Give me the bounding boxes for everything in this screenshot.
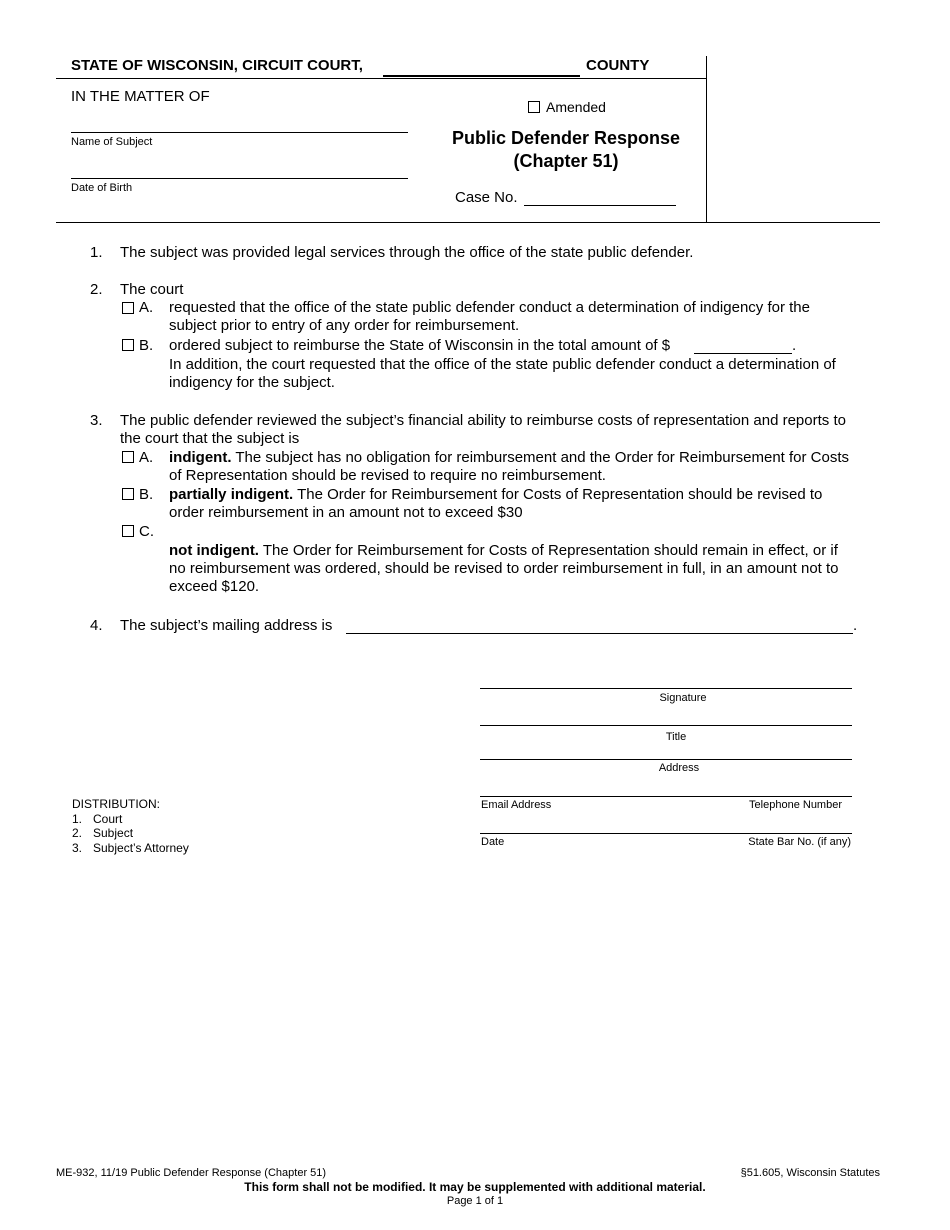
item-3-text bbox=[120, 412, 846, 448]
amended-checkbox[interactable] bbox=[528, 101, 540, 113]
form-title-line1: Public Defender Response bbox=[451, 128, 681, 148]
item-1-text: The subject was provided legal services through the office of the state public defender. bbox=[120, 244, 694, 261]
email-telephone-field[interactable] bbox=[480, 778, 852, 797]
item-3b-line1: The Order for Reimbursement for Costs of Representation should be revised to bbox=[293, 486, 823, 503]
item-3b-text bbox=[169, 486, 822, 522]
date-of-birth-field[interactable] bbox=[71, 161, 408, 179]
item-2b-line3: indigency for the subject. bbox=[169, 374, 335, 391]
address-field[interactable] bbox=[480, 741, 852, 760]
item-2-text: The court bbox=[120, 281, 184, 298]
signature-label: Signature bbox=[659, 692, 707, 704]
item-3-number: 3. bbox=[90, 412, 103, 429]
item-3c-line3: exceed $120. bbox=[169, 578, 260, 595]
item-3-line1: The public defender reviewed the subject’s financial ability to reimburse costs of representation and reports to bbox=[120, 412, 846, 429]
header-bottom-rule bbox=[56, 222, 880, 223]
telephone-number-label: Telephone Number bbox=[749, 799, 842, 811]
form-id: ME-932, 11/19 Public Defender Response (Chapter 51) bbox=[56, 1167, 327, 1179]
header-vertical-divider bbox=[706, 56, 707, 223]
item-2a-text bbox=[169, 299, 810, 335]
item-2b-checkbox[interactable] bbox=[122, 339, 134, 351]
item-2b-period: . bbox=[792, 337, 797, 354]
item-3-line2: the court that the subject is bbox=[120, 430, 300, 447]
item-2-number: 2. bbox=[90, 281, 103, 298]
date-of-birth-label: Date of Birth bbox=[71, 182, 133, 194]
item-3b-line2: order reimbursement in an amount not to exceed $30 bbox=[169, 504, 523, 521]
statute-reference: §51.605, Wisconsin Statutes bbox=[740, 1167, 880, 1179]
item-3c-bold: not indigent. bbox=[169, 542, 259, 559]
title-field[interactable] bbox=[480, 707, 852, 726]
title-label: Title bbox=[665, 731, 687, 743]
mailing-address-field[interactable] bbox=[346, 616, 853, 634]
item-3b-checkbox[interactable] bbox=[122, 488, 134, 500]
name-of-subject-label: Name of Subject bbox=[71, 136, 153, 148]
form-title-line2: (Chapter 51) bbox=[513, 151, 619, 171]
item-2b-line1: ordered subject to reimburse the State of Wisconsin in the total amount of $ bbox=[169, 337, 671, 354]
case-no-label: Case No. bbox=[455, 189, 518, 206]
item-2a-letter: A. bbox=[139, 299, 154, 316]
item-3a-checkbox[interactable] bbox=[122, 451, 134, 463]
county-label: COUNTY bbox=[586, 57, 650, 74]
case-no-field[interactable] bbox=[524, 188, 676, 206]
distribution-item: 1. Court bbox=[72, 811, 123, 826]
modification-notice: This form shall not be modified. It may be supplemented with additional material. bbox=[244, 1180, 706, 1194]
court-prefix: STATE OF WISCONSIN, CIRCUIT COURT, bbox=[71, 57, 363, 74]
item-4-text: The subject’s mailing address is bbox=[120, 617, 333, 634]
item-3a-line2: of Representation should be revised to require no reimbursement. bbox=[169, 467, 606, 484]
county-field[interactable] bbox=[383, 58, 580, 77]
item-3c-line2: no reimbursement was ordered, should be revised to order reimbursement in full, in an amount not to bbox=[169, 560, 839, 577]
signature-field[interactable] bbox=[480, 670, 852, 689]
item-3c-checkbox[interactable] bbox=[122, 525, 134, 537]
item-3a-text bbox=[169, 449, 849, 485]
item-2b-line2: In addition, the court requested that the office of the state public defender conduct a determination of bbox=[169, 356, 836, 373]
item-3c-letter: C. bbox=[139, 523, 154, 540]
item-2b-text-rest bbox=[169, 356, 836, 392]
item-2a-checkbox[interactable] bbox=[122, 302, 134, 314]
email-address-label: Email Address bbox=[481, 799, 552, 811]
item-3c-text bbox=[169, 542, 839, 596]
date-statebar-field[interactable] bbox=[480, 815, 852, 834]
matter-of-label: IN THE MATTER OF bbox=[71, 88, 210, 105]
reimburse-amount-field[interactable] bbox=[694, 337, 792, 354]
distribution-list bbox=[72, 797, 189, 855]
form-title bbox=[436, 127, 696, 173]
item-3a-line1: The subject has no obligation for reimbursement and the Order for Reimbursement for Costs bbox=[231, 449, 850, 466]
item-4-number: 4. bbox=[90, 617, 103, 634]
caption-rule bbox=[56, 78, 706, 79]
item-3b-bold: partially indigent. bbox=[169, 486, 294, 503]
item-1-number: 1. bbox=[90, 244, 103, 261]
item-2b-letter: B. bbox=[139, 337, 154, 354]
item-3b-letter: B. bbox=[139, 486, 154, 503]
item-3a-letter: A. bbox=[139, 449, 154, 466]
item-2a-line1: requested that the office of the state public defender conduct a determination of indigency for the bbox=[169, 299, 810, 316]
item-4-period: . bbox=[853, 617, 858, 634]
state-bar-label: State Bar No. (if any) bbox=[748, 836, 851, 848]
address-label: Address bbox=[658, 762, 700, 774]
court-caption bbox=[71, 57, 363, 75]
item-3a-bold: indigent. bbox=[169, 449, 232, 466]
item-3c-line1: The Order for Reimbursement for Costs of Representation should remain in effect, or if bbox=[258, 542, 838, 559]
date-label: Date bbox=[481, 836, 505, 848]
distribution-heading: DISTRIBUTION: bbox=[72, 797, 161, 811]
distribution-item: 2. Subject bbox=[72, 826, 134, 840]
page-number: Page 1 of 1 bbox=[446, 1195, 504, 1207]
distribution-item: 3. Subject’s Attorney bbox=[72, 840, 189, 855]
amended-label: Amended bbox=[546, 99, 606, 115]
name-of-subject-field[interactable] bbox=[71, 115, 408, 133]
item-2a-line2: subject prior to entry of any order for reimbursement. bbox=[169, 317, 520, 334]
